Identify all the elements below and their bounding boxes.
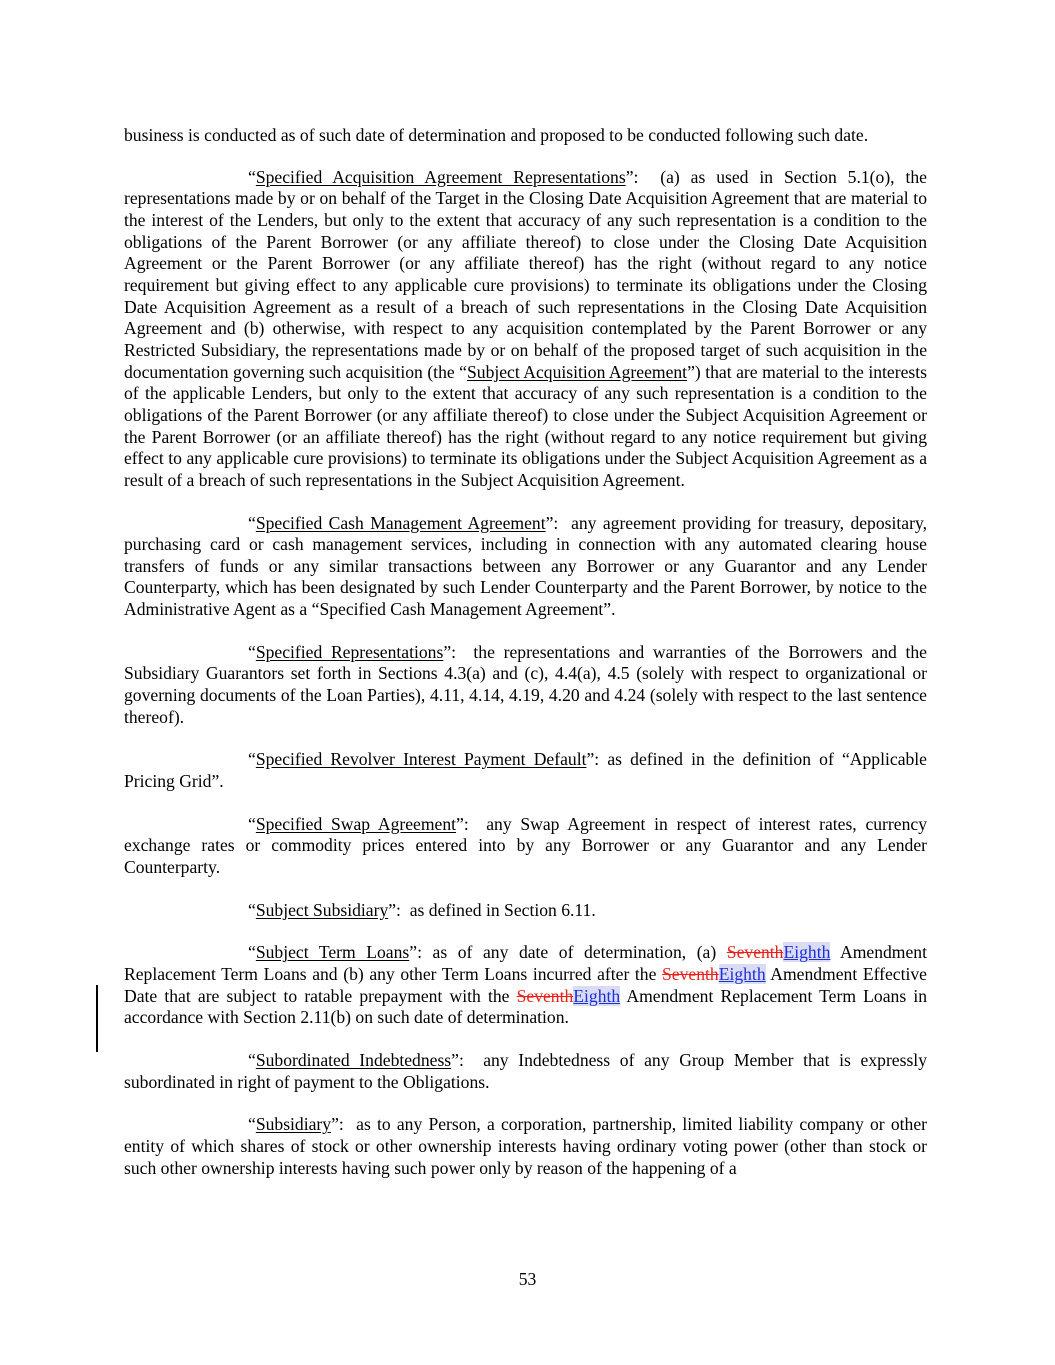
definition-text: as defined in the definition of “Applicable Pricing Grid”. bbox=[124, 749, 927, 792]
definition-specified-cash-management-agreement: “Specified Cash Management Agreement”: any agreement providing for treasury, depositary, purchasing card or cash management services, including in connection with any automated clearing house transfers of funds or any similar transactions between any Borrower or any Guarantor and any Lender Counterparty, which has been designated by such Lender Counterparty and the Parent Borrower, by notice to the Administrative Agent as a “Specified Cash Management Agreement”. bbox=[124, 512, 927, 620]
inner-defined-term: Subject Acquisition Agreement bbox=[466, 361, 688, 382]
definition-subsidiary: “Subsidiary”: as to any Person, a corporation, partnership, limited liability company or other entity of which shares of stock or other ownership interests having ordinary voting power (other than stock or such other ownership interests having such power only by reason of the happening of a bbox=[124, 1114, 927, 1178]
deleted-text: Seventh bbox=[516, 985, 574, 1006]
definition-text: any agreement providing for treasury, depositary, purchasing card or cash management services, including in connection with any automated clearing house transfers of funds or any similar transactions between any Borrower or any Guarantor and any Lender Counterparty, which has been designated by such Lender Counterparty and the Parent Borrower, by notice to the Administrative Agent as a “Specified Cash Management Agreement”. bbox=[124, 512, 927, 620]
definition-text-part-2: ”) that are material to the interests of the applicable Lenders, but only to the extent that accuracy of any such representation is a condition to the obligations of the Parent Borrower (or any affiliate thereof) to close under the Subject Acquisition Agreement or the Parent Borrower (or an affiliate thereof) has the right (without regard to any notice requirement but giving effect to any applicable cure provisions) to terminate its obligations under the Subject Acquisition Agreement as a result of a breach of such representations in the Subject Acquisition Agreement. bbox=[124, 361, 927, 490]
deleted-text: Seventh bbox=[662, 964, 719, 984]
definition-specified-revolver-interest-payment-default: “Specified Revolver Interest Payment Default”: as defined in the definition of “Applicable Pricing Grid”. bbox=[124, 749, 927, 792]
opening-paragraph: business is conducted as of such date of determination and proposed to be conducted following such date. bbox=[124, 125, 869, 145]
page-number: 53 bbox=[518, 1269, 537, 1289]
definition-specified-swap-agreement: “Specified Swap Agreement”: any Swap Agreement in respect of interest rates, currency exchange rates or commodity prices entered into by any Borrower or any Guarantor and any Lender Counterparty. bbox=[124, 813, 927, 878]
definition-text: any Swap Agreement in respect of interest rates, currency exchange rates or commodity prices entered into by any Borrower or any Guarantor and any Lender Counterparty. bbox=[124, 813, 927, 878]
defined-term: Subsidiary bbox=[255, 1114, 332, 1135]
definition-text: the representations and warranties of the Borrowers and the Subsidiary Guarantors set forth in Sections 4.3(a) and (c), 4.4(a), 4.5 (solely with respect to organizational or governing documents of the Loan Parties), 4.11, 4.14, 4.19, 4.20 and 4.24 (solely with respect to the last sentence thereof). bbox=[124, 641, 927, 727]
definition-subject-term-loans: “Subject Term Loans”: as of any date of determination, (a) SeventhEighth Amendment Replacement Term Loans and (b) any other Term Loans incurred after the SeventhEighth Amendment Effective Date that are subject to ratable prepayment with the SeventhEighth Amendment Replacement Term Loans in accordance with Section 2.11(b) on such date of determination. bbox=[124, 942, 928, 1028]
defined-term: Subject Term Loans bbox=[255, 942, 410, 963]
definition-text-part-1: as of any date of determination, (a) bbox=[432, 942, 727, 963]
definition-subject-subsidiary: “Subject Subsidiary”: as defined in Section 6.11. bbox=[248, 899, 596, 920]
inserted-text: Eighth bbox=[573, 985, 621, 1006]
inserted-text: Eighth bbox=[783, 942, 831, 963]
revision-change-bar bbox=[96, 985, 98, 1052]
definition-subordinated-indebtedness: “Subordinated Indebtedness”: any Indebtedness of any Group Member that is expressly subordinated in right of payment to the Obligations. bbox=[124, 1049, 927, 1092]
definition-text: any Indebtedness of any Group Member that is expressly subordinated in right of payment to the Obligations. bbox=[124, 1049, 927, 1092]
definition-text-part-1: (a) as used in Section 5.1(o), the representations made by or on behalf of the Target in the Closing Date Acquisition Agreement that are material to the interest of the Lenders, but only to the extent that accuracy of any such representation is a condition to the obligations of the Parent Borrower (or any affiliate thereof) to close under the Closing Date Acquisition Agreement or the Parent Borrower (or any affiliate thereof) has the right (without regard to any notice requirement but giving effect to any applicable cure provisions) to terminate its obligations under the Closing Date Acquisition Agreement as a result of a breach of such representations in the Closing Date Acquisition Agreement and (b) otherwise, with respect to any acquisition contemplated by the Parent Borrower or any Restricted Subsidiary, the representations made by or on behalf of the proposed target of such acquisition in the documentation governing such acquisition (the “ bbox=[124, 166, 927, 382]
defined-term: Specified Representations bbox=[255, 641, 444, 662]
defined-term: Specified Swap Agreement bbox=[255, 813, 457, 834]
defined-term: Subject Subsidiary bbox=[255, 899, 389, 920]
defined-term: Specified Cash Management Agreement bbox=[255, 512, 546, 533]
definition-text-part-4: Amendment Replacement Term Loans in accordance with Section 2.11(b) on such date of determination. bbox=[124, 985, 928, 1028]
definition-text-part-3: Amendment Effective Date that are subject to ratable prepayment with the bbox=[124, 964, 927, 1006]
defined-term: Subordinated Indebtedness bbox=[255, 1049, 452, 1070]
defined-term: Specified Revolver Interest Payment Default bbox=[255, 749, 587, 770]
definition-text-part-2: Amendment Replacement Term Loans and (b) any other Term Loans incurred after the bbox=[124, 942, 927, 984]
definition-text: as defined in Section 6.11. bbox=[409, 899, 596, 920]
document-body bbox=[124, 125, 927, 1200]
deleted-text: Seventh bbox=[726, 942, 784, 963]
definition-specified-acquisition-agreement-representations: “Specified Acquisition Agreement Representations”: (a) as used in Section 5.1(o), the representations made by or on behalf of the Target in the Closing Date Acquisition Agreement that are material to the interest of the Lenders, but only to the extent that accuracy of any such representation is a condition to the obligations of the Parent Borrower (or any affiliate thereof) to close under the Closing Date Acquisition Agreement or the Parent Borrower (or any affiliate thereof) has the right (without regard to any notice requirement but giving effect to any applicable cure provisions) to terminate its obligations under the Closing Date Acquisition Agreement as a result of a breach of such representations in the Closing Date Acquisition Agreement and (b) otherwise, with respect to any acquisition contemplated by the Parent Borrower or any Restricted Subsidiary, the representations made by or on behalf of the proposed target of such acquisition in the documentation governing such acquisition (the “Subject Acquisition Agreement”) that are material to the interests of the applicable Lenders, but only to the extent that accuracy of any such representation is a condition to the obligations of the Parent Borrower (or any affiliate thereof) to close under the Subject Acquisition Agreement or the Parent Borrower (or an affiliate thereof) has the right (without regard to any notice requirement but giving effect to any applicable cure provisions) to terminate its obligations under the Subject Acquisition Agreement as a result of a breach of such representations in the Subject Acquisition Agreement. bbox=[124, 166, 927, 490]
inserted-text: Eighth bbox=[718, 964, 766, 984]
definition-text: as to any Person, a corporation, partnership, limited liability company or other entity of which shares of stock or other ownership interests having ordinary voting power (other than stock or such other ownership interests having such power only by reason of the happening of a bbox=[124, 1114, 927, 1178]
defined-term: Specified Acquisition Agreement Representations bbox=[255, 166, 626, 187]
definition-specified-representations: “Specified Representations”: the representations and warranties of the Borrowers and the Subsidiary Guarantors set forth in Sections 4.3(a) and (c), 4.4(a), 4.5 (solely with respect to organizational or governing documents of the Loan Parties), 4.11, 4.14, 4.19, 4.20 and 4.24 (solely with respect to the last sentence thereof). bbox=[124, 641, 927, 727]
